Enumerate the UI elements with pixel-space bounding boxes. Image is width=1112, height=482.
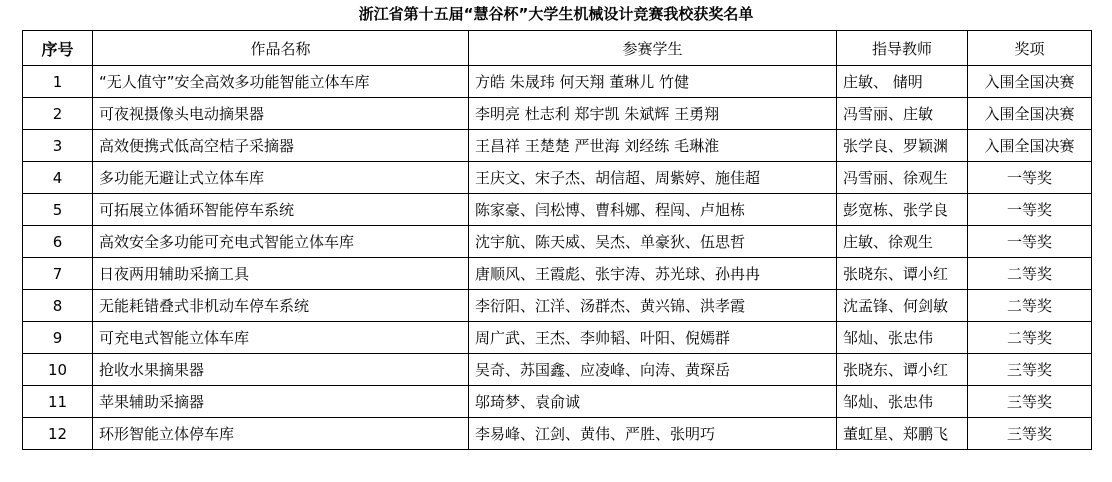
cell-students: 吴奇、苏国鑫、应凌峰、向涛、黄琛岳 xyxy=(469,354,837,386)
cell-advisors: 张晓东、谭小红 xyxy=(837,354,968,386)
cell-work-name: 无能耗错叠式非机动车停车系统 xyxy=(93,290,469,322)
table-header-row xyxy=(23,31,1092,66)
cell-index: 6 xyxy=(23,226,93,258)
column-header-advisors: 指导教师 xyxy=(837,31,968,66)
cell-index: 12 xyxy=(23,418,93,450)
table-row xyxy=(23,258,1092,290)
cell-advisors: 庄敏、 储明 xyxy=(837,66,968,98)
cell-advisors: 冯雪丽、徐观生 xyxy=(837,162,968,194)
cell-students: 邬琦梦、袁俞诚 xyxy=(469,386,837,418)
cell-index: 3 xyxy=(23,130,93,162)
cell-work-name: 高效安全多功能可充电式智能立体车库 xyxy=(93,226,469,258)
cell-index: 7 xyxy=(23,258,93,290)
cell-award: 入围全国决赛 xyxy=(968,66,1092,98)
cell-students: 陈家豪、闫松博、曹科娜、程闯、卢旭栋 xyxy=(469,194,837,226)
cell-award: 三等奖 xyxy=(968,418,1092,450)
cell-advisors: 沈孟锋、何剑敏 xyxy=(837,290,968,322)
cell-work-name: 多功能无避让式立体车库 xyxy=(93,162,469,194)
cell-index: 1 xyxy=(23,66,93,98)
cell-advisors: 董虹星、郑鹏飞 xyxy=(837,418,968,450)
award-table xyxy=(22,30,1092,450)
cell-index: 10 xyxy=(23,354,93,386)
table-row xyxy=(23,418,1092,450)
cell-work-name: 可夜视摄像头电动摘果器 xyxy=(93,98,469,130)
cell-award: 三等奖 xyxy=(968,386,1092,418)
cell-award: 一等奖 xyxy=(968,226,1092,258)
cell-students: 王昌祥 王楚楚 严世海 刘经练 毛琳淮 xyxy=(469,130,837,162)
table-row xyxy=(23,130,1092,162)
table-row xyxy=(23,194,1092,226)
cell-advisors: 彭宽栋、张学良 xyxy=(837,194,968,226)
cell-advisors: 张学良、罗颖渊 xyxy=(837,130,968,162)
cell-award: 一等奖 xyxy=(968,194,1092,226)
cell-work-name: 可拓展立体循环智能停车系统 xyxy=(93,194,469,226)
table-body xyxy=(23,66,1092,450)
cell-work-name: 苹果辅助采摘器 xyxy=(93,386,469,418)
cell-students: 李易峰、江剑、黄伟、严胜、张明巧 xyxy=(469,418,837,450)
cell-students: 周广武、王杰、李帅韬、叶阳、倪嫣群 xyxy=(469,322,837,354)
cell-students: 王庆文、宋子杰、胡信超、周紫婷、施佳超 xyxy=(469,162,837,194)
table-row xyxy=(23,322,1092,354)
cell-work-name: 抢收水果摘果器 xyxy=(93,354,469,386)
cell-advisors: 邹灿、张忠伟 xyxy=(837,386,968,418)
cell-advisors: 冯雪丽、庄敏 xyxy=(837,98,968,130)
cell-work-name: 可充电式智能立体车库 xyxy=(93,322,469,354)
cell-index: 9 xyxy=(23,322,93,354)
cell-work-name: 高效便携式低高空桔子采摘器 xyxy=(93,130,469,162)
column-header-work-name: 作品名称 xyxy=(93,31,469,66)
cell-index: 4 xyxy=(23,162,93,194)
document-title: 浙江省第十五届“慧谷杯”大学生机械设计竞赛我校获奖名单 xyxy=(358,5,754,23)
table-row xyxy=(23,162,1092,194)
cell-award: 入围全国决赛 xyxy=(968,130,1092,162)
cell-students: 李衍阳、江洋、汤群杰、黄兴锦、洪孝霞 xyxy=(469,290,837,322)
cell-award: 一等奖 xyxy=(968,162,1092,194)
table-row xyxy=(23,66,1092,98)
cell-advisors: 张晓东、谭小红 xyxy=(837,258,968,290)
table-row xyxy=(23,226,1092,258)
table-row xyxy=(23,98,1092,130)
cell-students: 沈宇航、陈天威、吴杰、单豪狄、伍思哲 xyxy=(469,226,837,258)
cell-award: 二等奖 xyxy=(968,290,1092,322)
table-row xyxy=(23,354,1092,386)
cell-award: 二等奖 xyxy=(968,258,1092,290)
column-header-award: 奖项 xyxy=(968,31,1092,66)
cell-index: 2 xyxy=(23,98,93,130)
cell-students: 方皓 朱晟玮 何天翔 董琳儿 竹健 xyxy=(469,66,837,98)
cell-index: 8 xyxy=(23,290,93,322)
cell-students: 唐顺风、王霞彪、张宇涛、苏光球、孙冉冉 xyxy=(469,258,837,290)
cell-award: 三等奖 xyxy=(968,354,1092,386)
cell-work-name: “无人值守”安全高效多功能智能立体车库 xyxy=(93,66,469,98)
cell-award: 入围全国决赛 xyxy=(968,98,1092,130)
column-header-index: 序号 xyxy=(23,31,93,66)
table-row xyxy=(23,290,1092,322)
cell-advisors: 邹灿、张忠伟 xyxy=(837,322,968,354)
cell-work-name: 日夜两用辅助采摘工具 xyxy=(93,258,469,290)
cell-index: 5 xyxy=(23,194,93,226)
cell-advisors: 庄敏、徐观生 xyxy=(837,226,968,258)
column-header-students: 参赛学生 xyxy=(469,31,837,66)
cell-award: 二等奖 xyxy=(968,322,1092,354)
cell-work-name: 环形智能立体停车库 xyxy=(93,418,469,450)
cell-index: 11 xyxy=(23,386,93,418)
table-row xyxy=(23,386,1092,418)
cell-students: 李明亮 杜志利 郑宇凯 朱斌辉 王勇翔 xyxy=(469,98,837,130)
